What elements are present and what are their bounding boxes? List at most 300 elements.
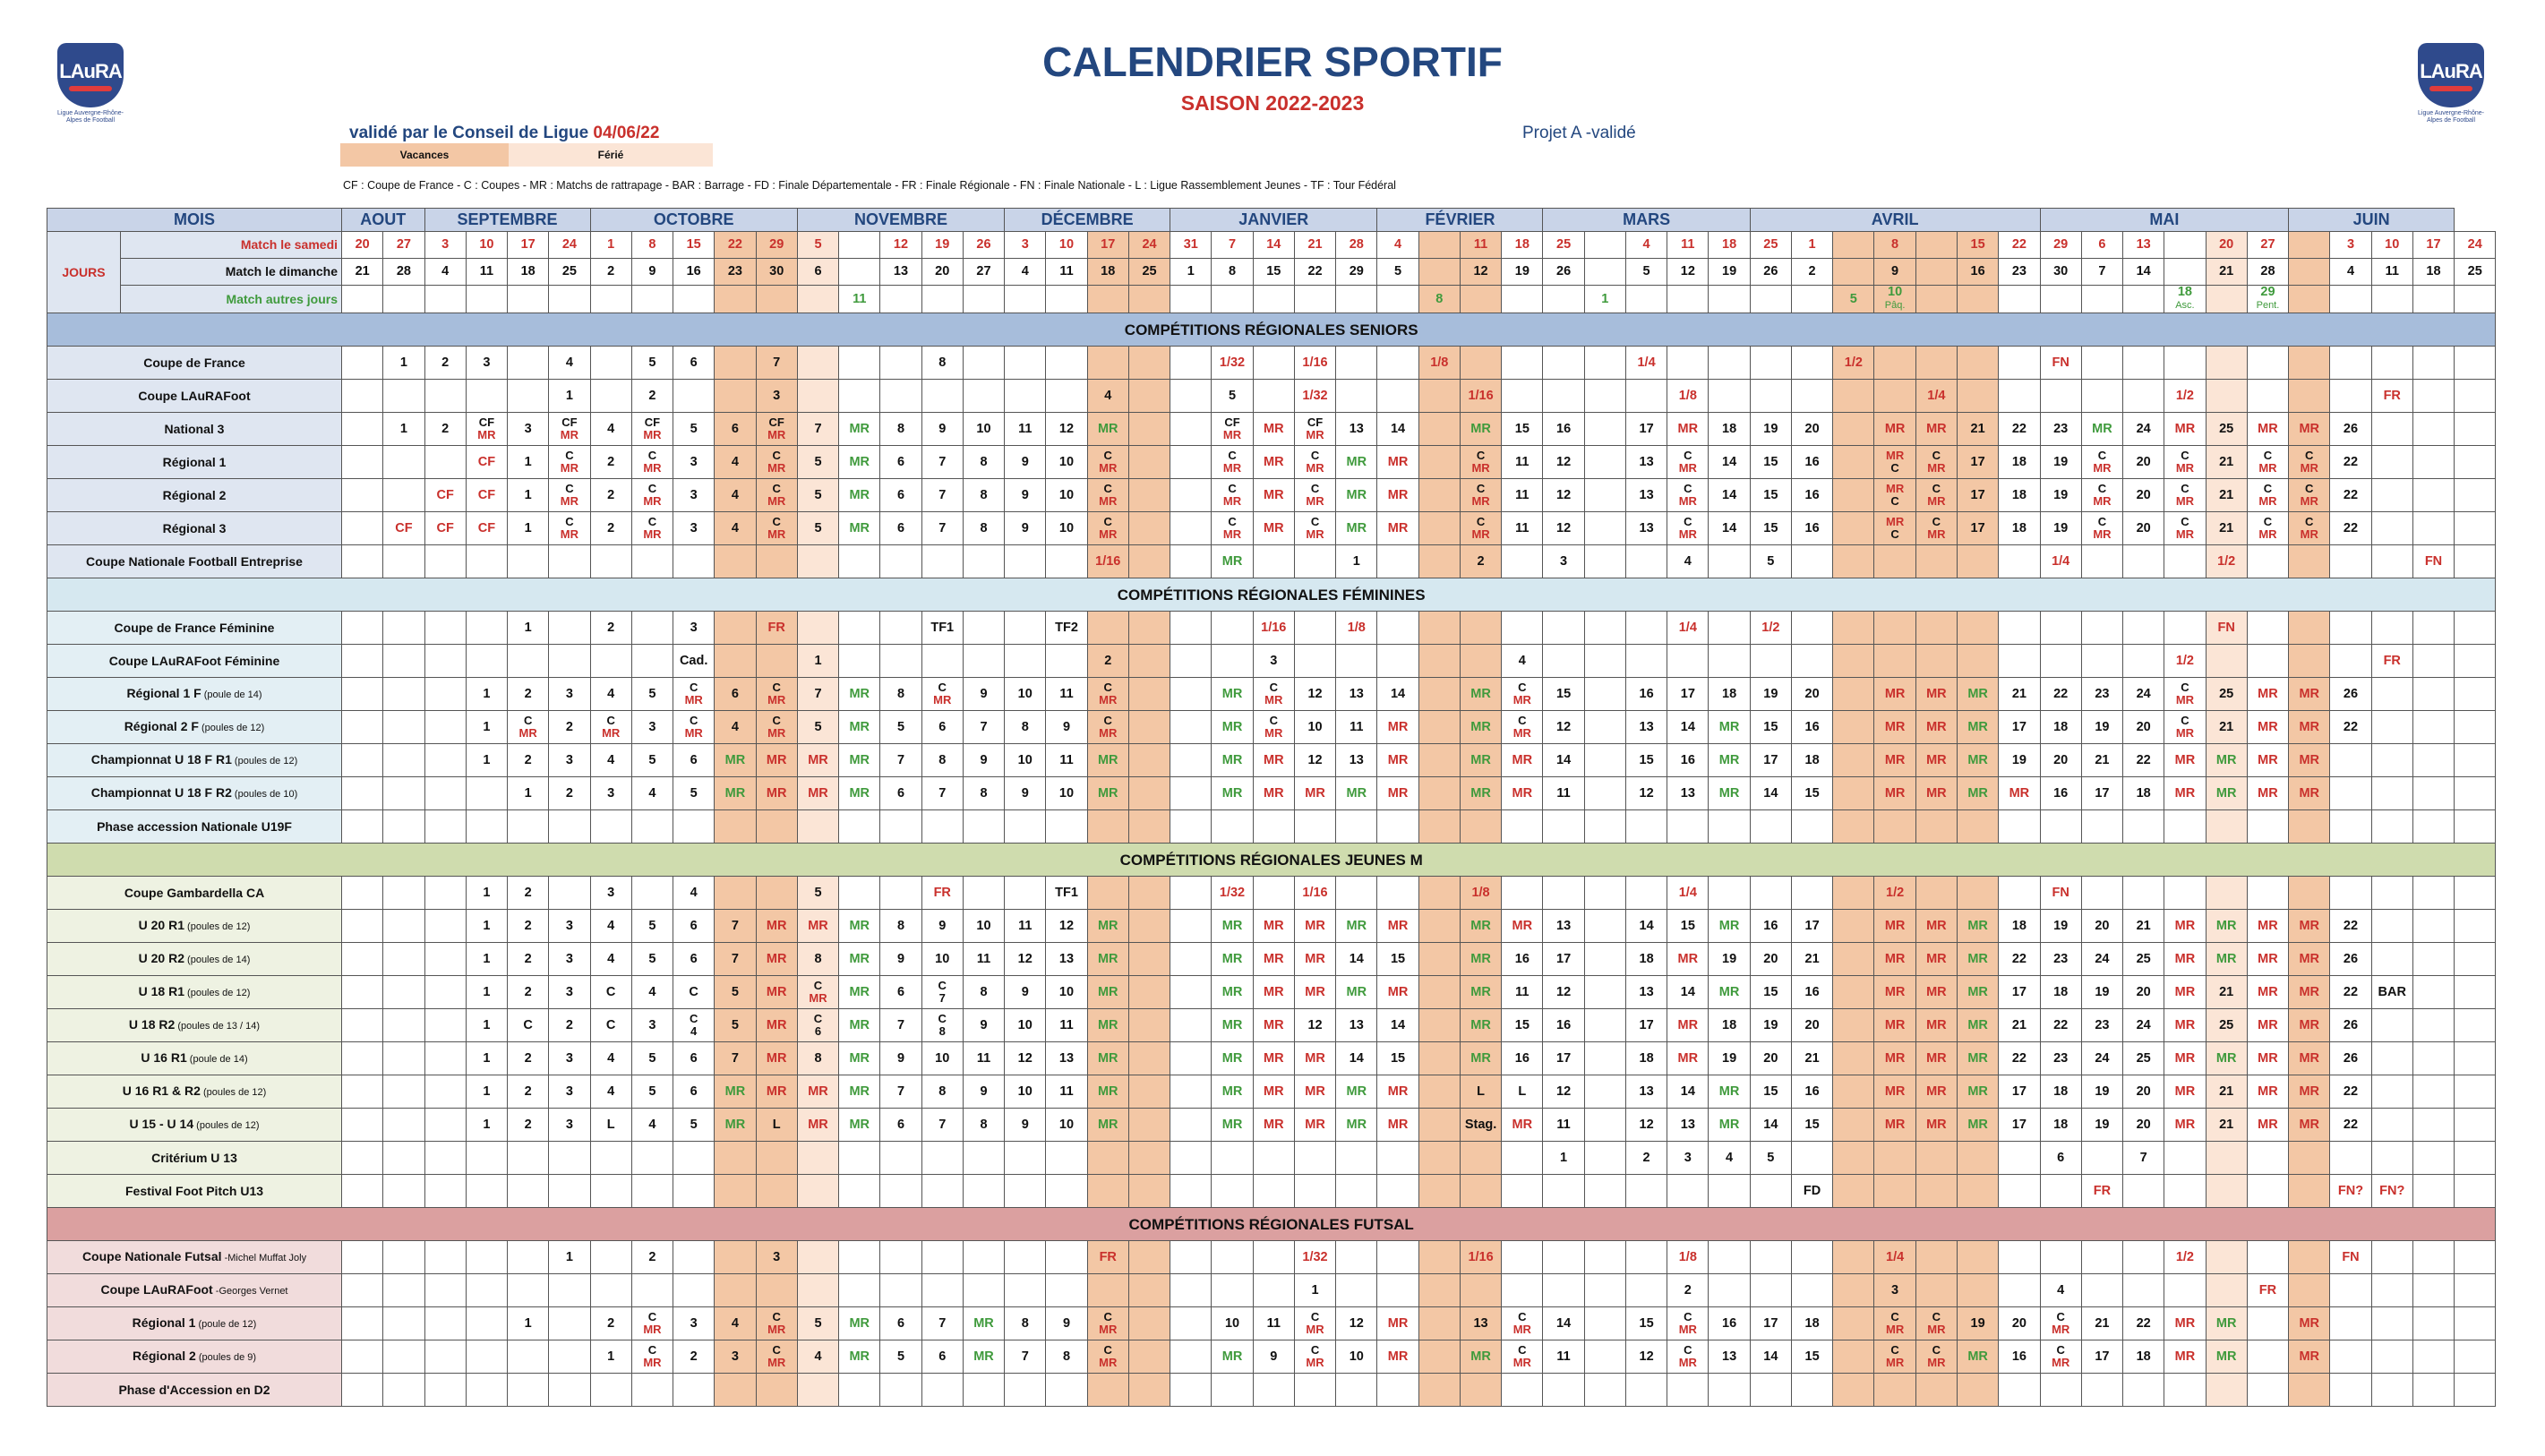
calendar-cell xyxy=(963,810,1004,844)
calendar-cell: 11 xyxy=(1336,711,1377,744)
calendar-cell: 18 xyxy=(1709,413,1750,446)
calendar-cell: C MR xyxy=(756,446,797,479)
calendar-cell xyxy=(1046,1241,1087,1274)
calendar-cell xyxy=(1957,877,1998,910)
calendar-cell: CF xyxy=(466,446,507,479)
calendar-cell: 8 xyxy=(797,1042,838,1075)
calendar-cell xyxy=(590,380,631,413)
calendar-cell: 21 xyxy=(2081,744,2122,777)
calendar-cell: MR xyxy=(715,1109,756,1142)
calendar-cell: 19 xyxy=(2081,976,2122,1009)
calendar-cell xyxy=(1418,545,1460,578)
calendar-cell: MR xyxy=(1667,413,1709,446)
day-cell: 19 xyxy=(1709,259,1750,286)
day-cell: 20 xyxy=(342,232,383,259)
day-cell: 5 xyxy=(797,232,838,259)
calendar-cell: 12 xyxy=(1543,512,1584,545)
calendar-cell: C 4 xyxy=(673,1009,715,1042)
calendar-cell: C 8 xyxy=(921,1009,963,1042)
calendar-cell: 15 xyxy=(1667,910,1709,943)
calendar-cell xyxy=(424,380,466,413)
calendar-cell: C MR xyxy=(549,512,590,545)
calendar-cell: 15 xyxy=(1377,943,1418,976)
calendar-cell: 8 xyxy=(963,512,1004,545)
calendar-cell: MR xyxy=(1377,711,1418,744)
calendar-cell: 14 xyxy=(1667,711,1709,744)
calendar-cell: MR xyxy=(1915,1042,1957,1075)
calendar-cell: 16 xyxy=(1791,446,1832,479)
calendar-cell: 5 xyxy=(797,1307,838,1340)
calendar-cell: 14 xyxy=(1377,413,1418,446)
calendar-cell: 24 xyxy=(2123,413,2164,446)
calendar-cell xyxy=(466,1374,507,1407)
calendar-cell: 15 xyxy=(1750,512,1791,545)
calendar-cell xyxy=(1833,1374,1874,1407)
calendar-cell xyxy=(673,810,715,844)
calendar-cell xyxy=(2289,1142,2330,1175)
calendar-cell: MR xyxy=(1212,1075,1253,1109)
calendar-cell: 6 xyxy=(880,777,921,810)
calendar-cell: 2 xyxy=(1667,1274,1709,1307)
calendar-cell xyxy=(1418,446,1460,479)
calendar-cell xyxy=(880,645,921,678)
calendar-cell xyxy=(921,645,963,678)
day-cell xyxy=(2040,286,2081,313)
calendar-cell: FN? xyxy=(2371,1175,2412,1208)
calendar-cell: 5 xyxy=(1750,1142,1791,1175)
calendar-cell xyxy=(466,1340,507,1374)
calendar-cell xyxy=(1294,545,1335,578)
day-cell xyxy=(1791,286,1832,313)
calendar-cell xyxy=(1833,1175,1874,1208)
day-cell: 18 xyxy=(1502,232,1543,259)
calendar-cell: C MR xyxy=(797,976,838,1009)
calendar-cell xyxy=(1005,347,1046,380)
calendar-cell: MR xyxy=(839,711,880,744)
calendar-cell: 2 xyxy=(549,777,590,810)
calendar-cell: 1/4 xyxy=(1667,612,1709,645)
calendar-cell xyxy=(1833,1142,1874,1175)
calendar-cell xyxy=(1791,1374,1832,1407)
calendar-cell: MR xyxy=(1874,910,1915,943)
calendar-cell xyxy=(673,1142,715,1175)
calendar-cell xyxy=(342,1241,383,1274)
calendar-cell xyxy=(1957,1241,1998,1274)
calendar-cell xyxy=(1336,1175,1377,1208)
laura-shield-icon: LAuRA xyxy=(2418,43,2484,107)
day-cell xyxy=(1005,286,1046,313)
calendar-cell xyxy=(2455,512,2496,545)
validation-text: validé par le Conseil de Ligue xyxy=(349,124,589,142)
calendar-cell: MR xyxy=(2247,1109,2288,1142)
calendar-cell: MR xyxy=(2164,1109,2206,1142)
calendar-cell xyxy=(1005,645,1046,678)
calendar-cell: 1/4 xyxy=(1625,347,1667,380)
calendar-cell xyxy=(2330,777,2371,810)
calendar-cell xyxy=(839,612,880,645)
calendar-cell xyxy=(1418,479,1460,512)
calendar-cell: Cad. xyxy=(673,645,715,678)
calendar-cell: Stag. xyxy=(1460,1109,1501,1142)
calendar-cell: MR xyxy=(1253,1009,1294,1042)
calendar-cell: MR xyxy=(1915,1075,1957,1109)
calendar-cell: 3 xyxy=(1543,545,1584,578)
calendar-cell: MR xyxy=(1212,1009,1253,1042)
calendar-cell: C MR xyxy=(1253,711,1294,744)
calendar-cell xyxy=(1709,645,1750,678)
calendar-cell: 5 xyxy=(797,446,838,479)
calendar-cell: MR xyxy=(839,744,880,777)
calendar-cell: MR xyxy=(1460,1340,1501,1374)
calendar-cell: 10 xyxy=(1294,711,1335,744)
calendar-cell xyxy=(2371,347,2412,380)
calendar-cell: 12 xyxy=(1046,910,1087,943)
calendar-cell: 4 xyxy=(715,512,756,545)
calendar-cell: 1 xyxy=(508,479,549,512)
calendar-cell: 22 xyxy=(2330,1109,2371,1142)
calendar-cell: 1/16 xyxy=(1460,1241,1501,1274)
calendar-cell xyxy=(1833,446,1874,479)
day-cell: 29 xyxy=(2040,232,2081,259)
calendar-cell xyxy=(1999,1241,2040,1274)
calendar-cell xyxy=(2371,512,2412,545)
calendar-cell: C MR xyxy=(2164,479,2206,512)
calendar-cell: MR C xyxy=(1874,512,1915,545)
calendar-cell xyxy=(2371,446,2412,479)
calendar-cell xyxy=(1584,645,1625,678)
calendar-cell: 2 xyxy=(424,347,466,380)
calendar-cell xyxy=(2206,645,2247,678)
calendar-cell xyxy=(1170,1241,1212,1274)
calendar-cell xyxy=(756,1274,797,1307)
abbreviations-legend: CF : Coupe de France - C : Coupes - MR : Matchs de rattrapage - BAR : Barrage - FD : Finale Départementale - FR : Finale Régionale - FN : Finale Nationale - L : Ligue Rassemblement Jeunes - TF : Tour Fédéral xyxy=(343,179,1396,192)
calendar-cell xyxy=(342,1009,383,1042)
calendar-cell xyxy=(1791,545,1832,578)
calendar-cell xyxy=(1502,545,1543,578)
calendar-cell: MR xyxy=(1915,678,1957,711)
calendar-cell xyxy=(797,1142,838,1175)
calendar-cell xyxy=(2330,1307,2371,1340)
calendar-cell xyxy=(342,446,383,479)
calendar-cell: 17 xyxy=(1957,479,1998,512)
calendar-cell: 1/16 xyxy=(1253,612,1294,645)
calendar-cell: MR C xyxy=(1874,446,1915,479)
calendar-cell: 7 xyxy=(880,744,921,777)
calendar-cell: MR xyxy=(715,1075,756,1109)
calendar-cell xyxy=(2081,645,2122,678)
calendar-cell xyxy=(508,810,549,844)
day-cell xyxy=(1336,286,1377,313)
day-cell: 17 xyxy=(2412,232,2454,259)
calendar-cell: 17 xyxy=(1750,1307,1791,1340)
calendar-cell xyxy=(1750,380,1791,413)
calendar-cell: MR xyxy=(1253,1075,1294,1109)
calendar-cell: MR xyxy=(797,1109,838,1142)
calendar-cell xyxy=(1418,1274,1460,1307)
day-cell: 4 xyxy=(1377,232,1418,259)
calendar-cell xyxy=(2455,711,2496,744)
calendar-cell xyxy=(1377,612,1418,645)
calendar-cell: 16 xyxy=(1502,1042,1543,1075)
calendar-cell xyxy=(2371,744,2412,777)
calendar-cell xyxy=(2164,810,2206,844)
calendar-cell xyxy=(342,1274,383,1307)
day-cell: 24 xyxy=(1128,232,1170,259)
calendar-cell xyxy=(880,1241,921,1274)
calendar-cell: 7 xyxy=(921,1109,963,1142)
calendar-cell: MR xyxy=(2289,1009,2330,1042)
calendar-cell xyxy=(1418,380,1460,413)
calendar-cell: 2 xyxy=(1087,645,1128,678)
day-cell: 29 xyxy=(1336,259,1377,286)
calendar-cell: 20 xyxy=(1791,678,1832,711)
competition-label: U 20 R1 (poules de 12) xyxy=(47,910,342,943)
calendar-cell: 8 xyxy=(921,347,963,380)
calendar-cell: FR xyxy=(1087,1241,1128,1274)
calendar-cell xyxy=(880,612,921,645)
calendar-cell xyxy=(1005,1374,1046,1407)
calendar-cell xyxy=(2371,910,2412,943)
calendar-cell: 11 xyxy=(1253,1307,1294,1340)
calendar-cell xyxy=(1915,1142,1957,1175)
calendar-cell xyxy=(2412,1374,2454,1407)
calendar-cell: MR xyxy=(1709,1109,1750,1142)
calendar-cell xyxy=(2455,545,2496,578)
calendar-cell: 7 xyxy=(715,910,756,943)
calendar-cell: 23 xyxy=(2081,678,2122,711)
calendar-cell xyxy=(963,545,1004,578)
calendar-cell: 12 xyxy=(1543,976,1584,1009)
calendar-cell xyxy=(466,380,507,413)
calendar-cell: MR xyxy=(2247,1009,2288,1042)
calendar-cell: 7 xyxy=(921,512,963,545)
calendar-cell xyxy=(1046,347,1087,380)
calendar-cell: 18 xyxy=(2040,1109,2081,1142)
calendar-cell xyxy=(1833,380,1874,413)
calendar-cell xyxy=(2289,877,2330,910)
calendar-cell: 20 xyxy=(1791,1009,1832,1042)
calendar-cell xyxy=(2289,1374,2330,1407)
calendar-cell xyxy=(715,1175,756,1208)
calendar-cell: MR xyxy=(1502,744,1543,777)
calendar-cell: 25 xyxy=(2206,413,2247,446)
competition-label: Critérium U 13 xyxy=(47,1142,342,1175)
day-cell xyxy=(756,286,797,313)
calendar-cell xyxy=(1212,1374,1253,1407)
calendar-cell: 19 xyxy=(1750,413,1791,446)
calendar-cell: 2 xyxy=(508,943,549,976)
calendar-cell xyxy=(2081,1142,2122,1175)
calendar-cell: MR xyxy=(1915,943,1957,976)
calendar-cell xyxy=(2412,1307,2454,1340)
calendar-cell xyxy=(1253,1175,1294,1208)
calendar-cell: C MR xyxy=(1915,512,1957,545)
calendar-cell xyxy=(2412,612,2454,645)
calendar-cell xyxy=(2123,645,2164,678)
calendar-cell xyxy=(466,1241,507,1274)
calendar-cell xyxy=(2371,711,2412,744)
calendar-cell xyxy=(2371,810,2412,844)
calendar-cell xyxy=(1253,810,1294,844)
calendar-cell xyxy=(2289,380,2330,413)
calendar-cell xyxy=(1957,1274,1998,1307)
calendar-cell: 5 xyxy=(715,976,756,1009)
day-cell: 1 xyxy=(1584,286,1625,313)
calendar-cell xyxy=(424,1042,466,1075)
competition-label: Coupe Gambardella CA xyxy=(47,877,342,910)
calendar-cell: MR xyxy=(1502,910,1543,943)
section-header-fem: COMPÉTITIONS RÉGIONALES FÉMININES xyxy=(47,578,2496,612)
calendar-cell: 3 xyxy=(549,910,590,943)
calendar-cell: 1/4 xyxy=(2040,545,2081,578)
calendar-cell: 1 xyxy=(590,1340,631,1374)
calendar-cell: C xyxy=(508,1009,549,1042)
calendar-cell xyxy=(2247,877,2288,910)
calendar-cell xyxy=(1625,380,1667,413)
calendar-cell xyxy=(424,976,466,1009)
calendar-cell: MR xyxy=(1460,1009,1501,1042)
calendar-cell xyxy=(1170,1340,1212,1374)
calendar-cell xyxy=(1833,810,1874,844)
season-subtitle: SAISON 2022-2023 xyxy=(1180,91,1365,115)
mois-header-label: MOIS xyxy=(47,209,342,232)
calendar-cell xyxy=(2081,612,2122,645)
calendar-cell: FR xyxy=(756,612,797,645)
calendar-cell: 1 xyxy=(1543,1142,1584,1175)
calendar-cell xyxy=(1212,1274,1253,1307)
calendar-cell xyxy=(2164,1175,2206,1208)
calendar-cell: MR xyxy=(1377,446,1418,479)
day-cell: 22 xyxy=(715,232,756,259)
calendar-cell: MR xyxy=(2206,910,2247,943)
calendar-cell: MR xyxy=(2289,943,2330,976)
calendar-cell: 6 xyxy=(715,413,756,446)
calendar-cell: 1 xyxy=(466,1009,507,1042)
calendar-cell: 2 xyxy=(631,1241,673,1274)
calendar-cell xyxy=(1128,1009,1170,1042)
calendar-cell: C MR xyxy=(2081,446,2122,479)
calendar-cell: 4 xyxy=(631,777,673,810)
calendar-cell: 13 xyxy=(1460,1307,1501,1340)
calendar-cell: MR xyxy=(1460,413,1501,446)
calendar-cell xyxy=(2371,1142,2412,1175)
calendar-cell: MR xyxy=(1915,910,1957,943)
calendar-cell: C MR xyxy=(1294,479,1335,512)
calendar-cell xyxy=(2330,877,2371,910)
calendar-cell xyxy=(1128,711,1170,744)
calendar-cell: 26 xyxy=(2330,943,2371,976)
calendar-cell: MR xyxy=(756,943,797,976)
calendar-cell xyxy=(1625,810,1667,844)
calendar-cell xyxy=(1791,347,1832,380)
calendar-cell xyxy=(1377,1175,1418,1208)
calendar-cell: 1/32 xyxy=(1294,380,1335,413)
calendar-cell: 2 xyxy=(508,744,549,777)
calendar-cell: C MR xyxy=(1212,512,1253,545)
calendar-cell xyxy=(1336,877,1377,910)
calendar-cell: MR xyxy=(2289,976,2330,1009)
calendar-cell xyxy=(963,380,1004,413)
calendar-cell: C MR xyxy=(2164,512,2206,545)
day-cell: 19 xyxy=(1502,259,1543,286)
calendar-cell: CF xyxy=(466,512,507,545)
calendar-cell xyxy=(383,877,424,910)
calendar-cell: C MR xyxy=(1667,479,1709,512)
calendar-cell xyxy=(839,1274,880,1307)
calendar-cell xyxy=(715,1241,756,1274)
calendar-cell xyxy=(1709,380,1750,413)
calendar-cell: 3 xyxy=(673,512,715,545)
calendar-cell: MR xyxy=(2081,413,2122,446)
calendar-cell xyxy=(1336,645,1377,678)
calendar-cell xyxy=(2330,645,2371,678)
competition-label: U 18 R2 (poules de 13 / 14) xyxy=(47,1009,342,1042)
calendar-cell: MR xyxy=(1253,976,1294,1009)
calendar-cell xyxy=(1999,347,2040,380)
day-cell: 14 xyxy=(2123,259,2164,286)
calendar-cell: 15 xyxy=(1750,976,1791,1009)
calendar-cell: 20 xyxy=(1999,1307,2040,1340)
calendar-cell: 16 xyxy=(1791,479,1832,512)
calendar-cell xyxy=(1584,1075,1625,1109)
calendar-cell xyxy=(2412,877,2454,910)
calendar-cell: 22 xyxy=(2330,711,2371,744)
calendar-cell xyxy=(2164,347,2206,380)
calendar-cell: MR xyxy=(2247,1042,2288,1075)
calendar-cell: 1/16 xyxy=(1087,545,1128,578)
calendar-cell: 21 xyxy=(2206,446,2247,479)
calendar-cell xyxy=(1915,645,1957,678)
calendar-cell xyxy=(1750,810,1791,844)
calendar-cell: 4 xyxy=(590,910,631,943)
calendar-cell xyxy=(1999,1142,2040,1175)
day-cell xyxy=(631,286,673,313)
calendar-cell xyxy=(2040,645,2081,678)
calendar-cell xyxy=(1543,1175,1584,1208)
calendar-cell: MR xyxy=(1087,1009,1128,1042)
calendar-cell: 5 xyxy=(797,711,838,744)
calendar-cell xyxy=(1418,810,1460,844)
calendar-cell xyxy=(2371,413,2412,446)
calendar-cell: 13 xyxy=(1336,744,1377,777)
calendar-cell xyxy=(2164,877,2206,910)
calendar-cell: 6 xyxy=(673,1075,715,1109)
calendar-cell xyxy=(2206,380,2247,413)
calendar-cell: 21 xyxy=(2081,1307,2122,1340)
calendar-cell xyxy=(631,645,673,678)
calendar-cell xyxy=(383,1175,424,1208)
day-cell: 4 xyxy=(424,259,466,286)
calendar-cell xyxy=(549,877,590,910)
day-cell: 3 xyxy=(1005,232,1046,259)
calendar-cell: TF1 xyxy=(1046,877,1087,910)
calendar-cell: 8 xyxy=(963,1109,1004,1142)
calendar-cell: 9 xyxy=(1005,512,1046,545)
calendar-cell: C MR xyxy=(590,711,631,744)
calendar-cell xyxy=(383,678,424,711)
page-title: CALENDRIER SPORTIF xyxy=(1042,39,1503,85)
calendar-cell xyxy=(383,1374,424,1407)
calendar-cell: 18 xyxy=(2040,711,2081,744)
calendar-cell xyxy=(1502,1241,1543,1274)
calendar-cell xyxy=(2081,810,2122,844)
calendar-cell: 1 xyxy=(466,910,507,943)
calendar-cell: 5 xyxy=(673,777,715,810)
calendar-cell: MR xyxy=(1294,910,1335,943)
calendar-cell xyxy=(1377,1274,1418,1307)
calendar-cell xyxy=(797,810,838,844)
day-cell xyxy=(2330,286,2371,313)
